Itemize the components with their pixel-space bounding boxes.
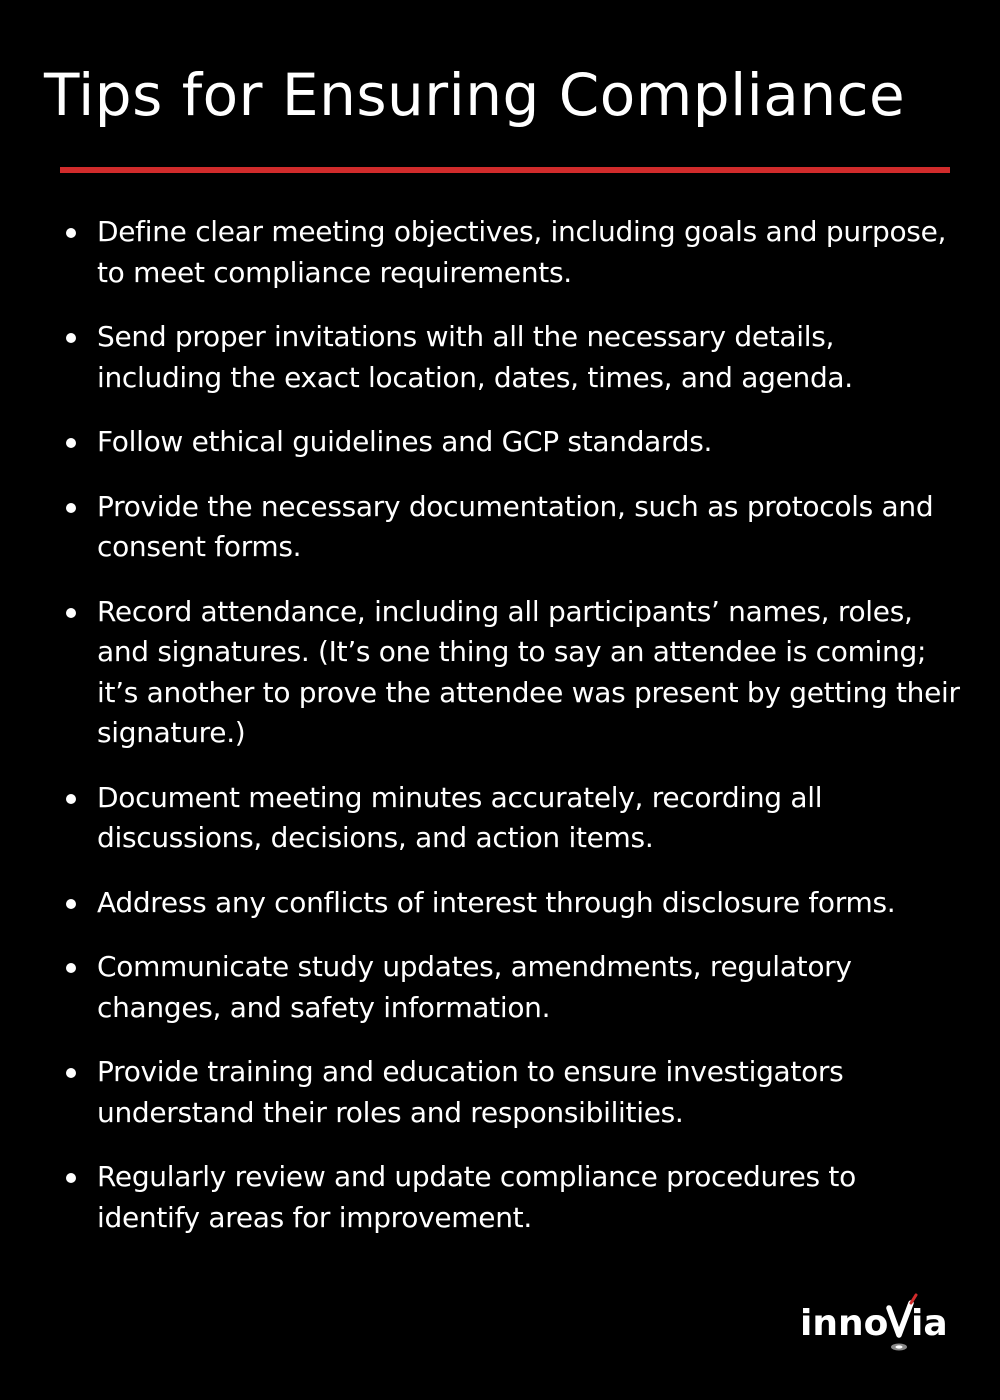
tip-text: Define clear meeting objectives, including goals and purpose, to meet compliance requirements.	[97, 215, 947, 289]
svg-text:ia: ia	[911, 1303, 948, 1344]
list-item	[60, 947, 960, 1028]
bullet-icon	[60, 212, 97, 253]
page-title: Tips for Ensuring Compliance	[44, 61, 906, 129]
tip-text: Regularly review and update compliance procedures to identify areas for improvement.	[97, 1160, 856, 1234]
innovia-logo-graphic	[800, 1290, 960, 1360]
tip-text: Provide training and education to ensure investigators understand their roles and responsibilities.	[97, 1055, 844, 1129]
svg-text:inno: inno	[800, 1303, 889, 1344]
list-item	[60, 317, 960, 398]
bullet-icon	[60, 1157, 97, 1198]
list-item	[60, 778, 960, 859]
tips-list	[60, 212, 960, 1262]
bullet-icon	[60, 883, 97, 924]
list-item	[60, 1052, 960, 1133]
innovia-logo	[800, 1290, 960, 1360]
tip-text: Follow ethical guidelines and GCP standards.	[97, 425, 713, 458]
bullet-icon	[60, 1052, 97, 1093]
bullet-icon	[60, 592, 97, 633]
bullet-icon	[60, 487, 97, 528]
bullet-icon	[60, 778, 97, 819]
list-item	[60, 883, 960, 924]
bullet-icon	[60, 317, 97, 358]
list-item	[60, 1157, 960, 1238]
bullet-icon	[60, 947, 97, 988]
list-item	[60, 212, 960, 293]
tip-text: Send proper invitations with all the necessary details, including the exact location, dates, times, and agenda.	[97, 320, 853, 394]
tip-text: Provide the necessary documentation, such as protocols and consent forms.	[97, 489, 934, 563]
tip-text: Record attendance, including all participants’ names, roles, and signatures. (It’s one thing to say an attendee is coming; it’s another to prove the attendee was present by getting their signature.)	[97, 594, 960, 749]
tip-text: Document meeting minutes accurately, recording all discussions, decisions, and action items.	[97, 780, 823, 854]
title-divider	[60, 167, 950, 173]
list-item	[60, 422, 960, 463]
bullet-icon	[60, 422, 97, 463]
list-item	[60, 592, 960, 754]
tip-text: Communicate study updates, amendments, regulatory changes, and safety information.	[97, 950, 852, 1024]
tip-text: Address any conflicts of interest through disclosure forms.	[97, 885, 896, 919]
list-item	[60, 487, 960, 568]
